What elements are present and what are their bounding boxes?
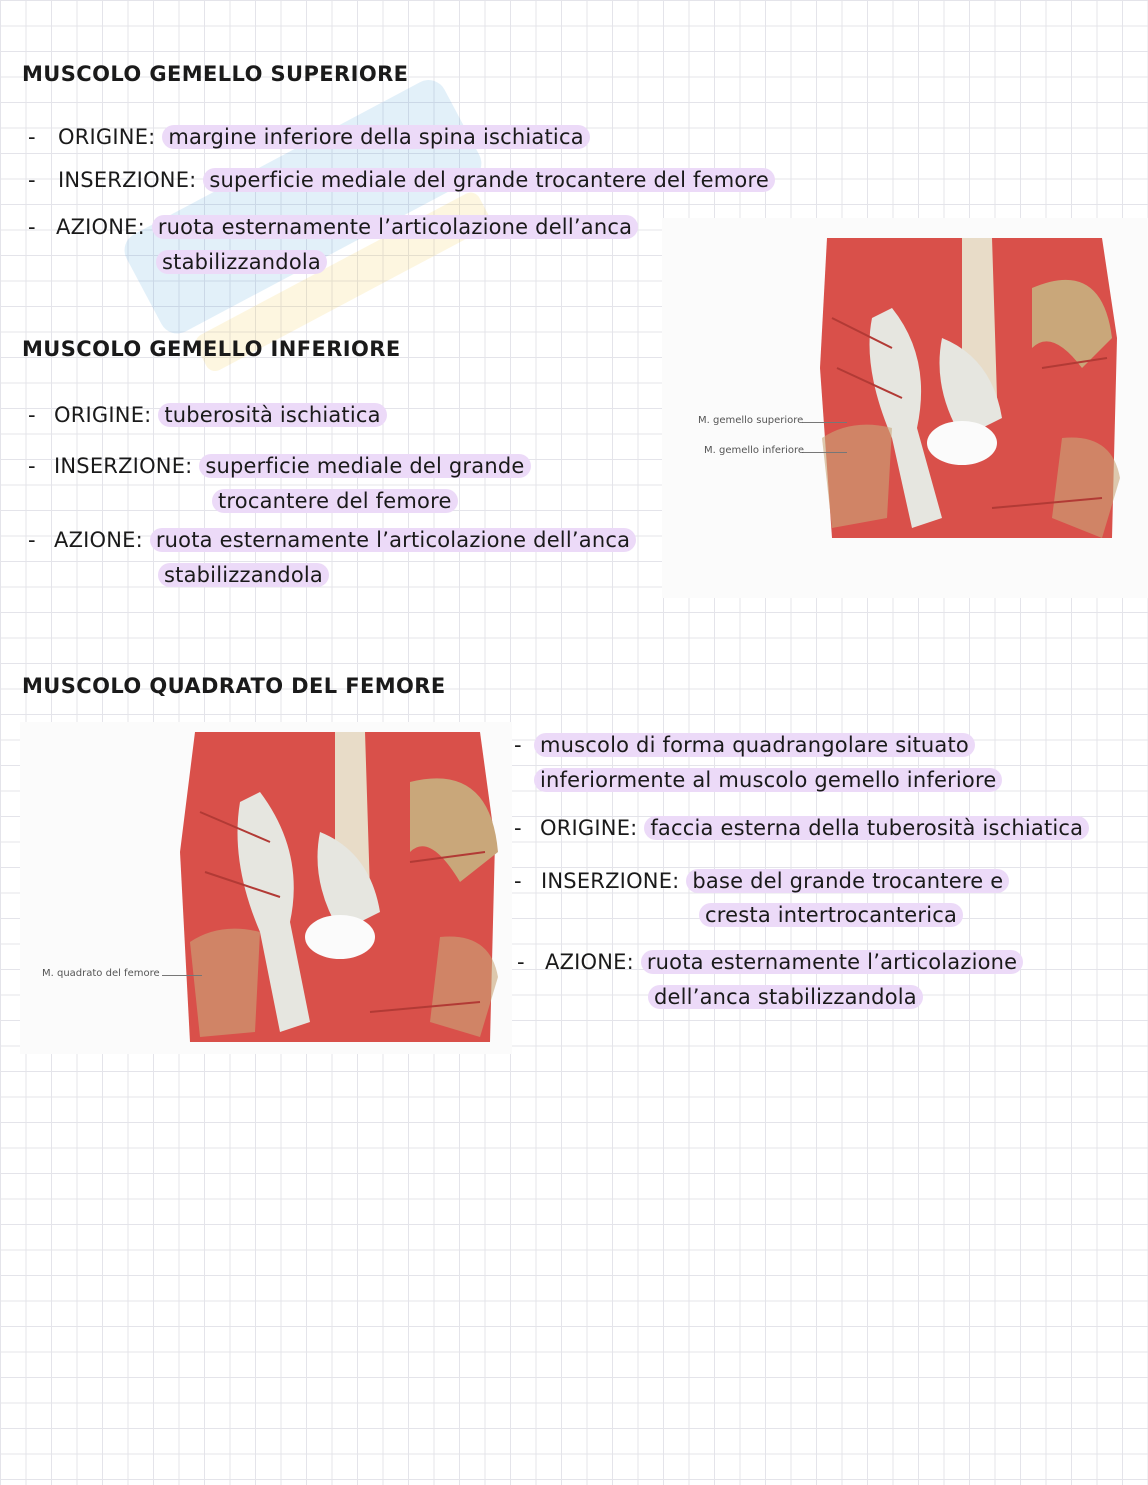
origin-row xyxy=(58,123,590,151)
insertion-row-2 xyxy=(699,901,963,929)
pelvis-illustration xyxy=(662,218,1148,598)
insertion-text-line2: trocantere del femore xyxy=(212,489,458,513)
action-row-2 xyxy=(156,248,327,276)
figure-gemelli xyxy=(662,218,1148,598)
leader-line xyxy=(162,975,202,976)
action-text-line2: stabilizzandola xyxy=(156,250,327,274)
description-row-2 xyxy=(534,766,1002,794)
action-row xyxy=(54,526,636,554)
origin-row xyxy=(54,401,387,429)
action-label: AZIONE: xyxy=(56,215,145,239)
origin-label: ORIGINE: xyxy=(58,125,156,149)
bullet-dash: - xyxy=(514,869,522,893)
insertion-row xyxy=(541,867,1009,895)
section-title-gemello-inferiore: MUSCOLO GEMELLO INFERIORE xyxy=(22,337,401,361)
leader-line xyxy=(802,422,847,423)
bullet-dash: - xyxy=(28,215,36,239)
insertion-row xyxy=(58,166,775,194)
action-row-2 xyxy=(158,561,329,589)
section-title-gemello-superiore: MUSCOLO GEMELLO SUPERIORE xyxy=(22,62,409,86)
pelvis-illustration xyxy=(20,722,512,1054)
bullet-dash: - xyxy=(514,816,522,840)
figure-quadrato-femore xyxy=(20,722,512,1054)
action-label: AZIONE: xyxy=(545,950,634,974)
bullet-dash: - xyxy=(517,950,525,974)
origin-text: faccia esterna della tuberosità ischiatica xyxy=(644,816,1089,840)
action-label: AZIONE: xyxy=(54,528,143,552)
insertion-text: superficie mediale del grande trocantere del femore xyxy=(203,168,775,192)
bullet-dash: - xyxy=(28,454,36,478)
leader-line xyxy=(802,452,847,453)
action-text-line1: ruota esternamente l’articolazione dell’anca xyxy=(150,528,636,552)
insertion-text-line1: base del grande trocantere e xyxy=(686,869,1009,893)
description-row xyxy=(534,731,975,759)
insertion-label: INSERZIONE: xyxy=(58,168,197,192)
action-text-line2: dell’anca stabilizzandola xyxy=(648,985,923,1009)
description-line2: inferiormente al muscolo gemello inferiore xyxy=(534,768,1002,792)
description-line1: muscolo di forma quadrangolare situato xyxy=(534,733,975,757)
bullet-dash: - xyxy=(28,125,36,149)
insertion-label: INSERZIONE: xyxy=(54,454,193,478)
action-text-line2: stabilizzandola xyxy=(158,563,329,587)
figure-label-gemello-inferiore: M. gemello inferiore xyxy=(704,445,805,456)
insertion-text-line2: cresta intertrocanterica xyxy=(699,903,963,927)
origin-text: tuberosità ischiatica xyxy=(158,403,386,427)
bullet-dash: - xyxy=(514,733,522,757)
action-text-line1: ruota esternamente l’articolazione dell’anca xyxy=(152,215,638,239)
insertion-text-line1: superficie mediale del grande xyxy=(199,454,530,478)
origin-text: margine inferiore della spina ischiatica xyxy=(162,125,589,149)
figure-label-quadrato-femore: M. quadrato del femore xyxy=(42,968,160,979)
figure-label-gemello-superiore: M. gemello superiore xyxy=(698,415,804,426)
action-row xyxy=(545,948,1023,976)
section-title-quadrato-femore: MUSCOLO QUADRATO DEL FEMORE xyxy=(22,674,446,698)
action-text-line1: ruota esternamente l’articolazione xyxy=(641,950,1023,974)
insertion-row xyxy=(54,452,531,480)
origin-row xyxy=(540,814,1089,842)
insertion-row-2 xyxy=(212,487,458,515)
origin-label: ORIGINE: xyxy=(54,403,152,427)
bullet-dash: - xyxy=(28,403,36,427)
insertion-label: INSERZIONE: xyxy=(541,869,680,893)
bullet-dash: - xyxy=(28,168,36,192)
bullet-dash: - xyxy=(28,528,36,552)
origin-label: ORIGINE: xyxy=(540,816,638,840)
action-row xyxy=(56,213,638,241)
action-row-2 xyxy=(648,983,923,1011)
